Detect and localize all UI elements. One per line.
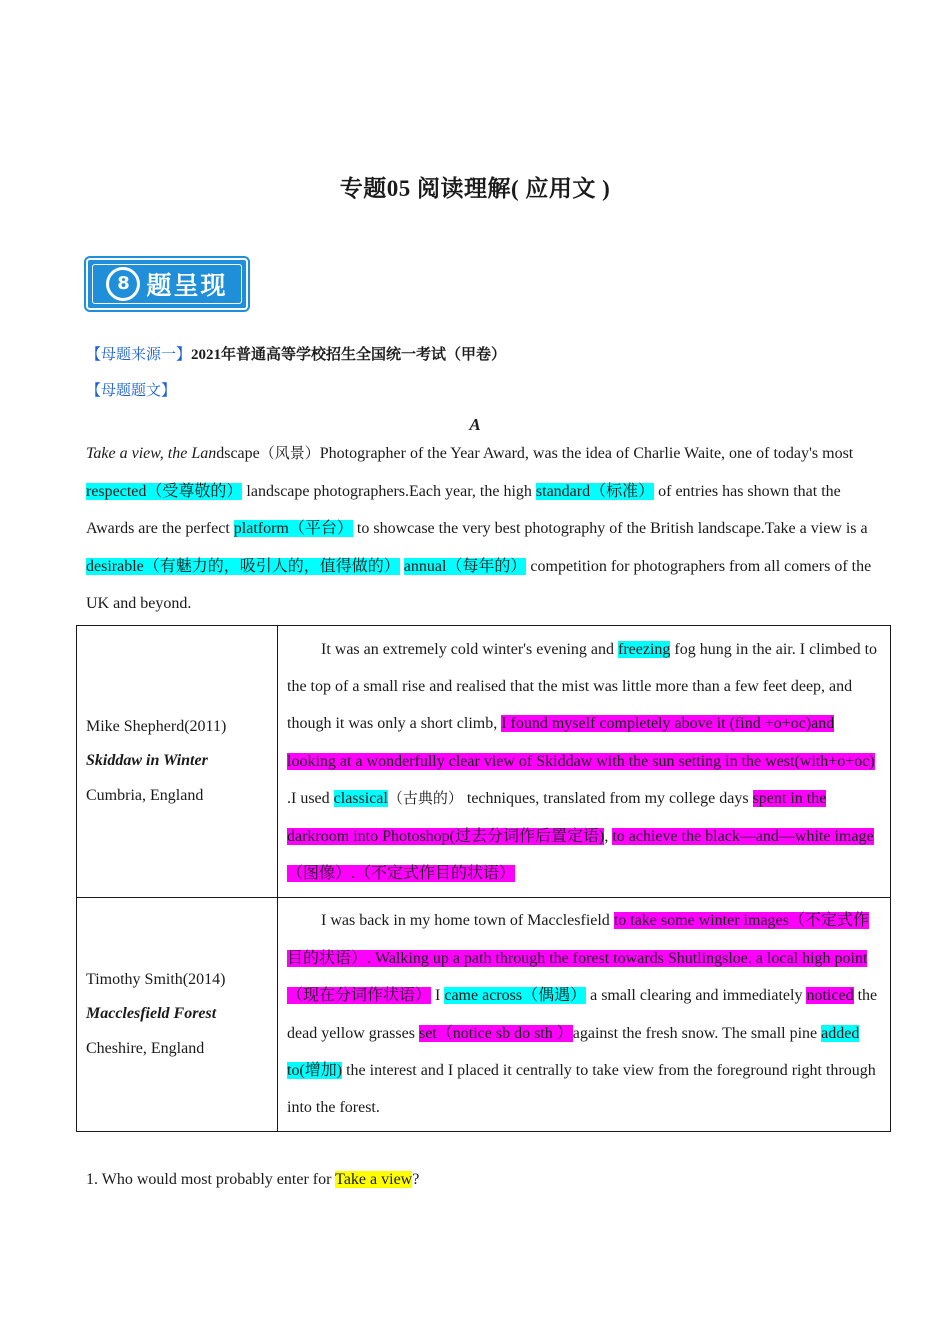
entries-table [76, 625, 891, 1132]
entry-text: （古典的） [387, 789, 463, 808]
highlight-vocab: desirable（有魅力的，吸引人的，值得做的） [86, 557, 400, 575]
entry-text: , [604, 827, 613, 845]
entry-place: Cheshire, England [86, 1039, 205, 1057]
entry-info [77, 898, 278, 1132]
text-label-line [86, 380, 176, 402]
entry-text: It was an extremely cold winter's evening and [321, 640, 619, 658]
entry-info [77, 626, 278, 898]
intro-text: of entries has shown that the Awards are the perfect [86, 482, 841, 537]
highlight-vocab: classical [333, 790, 388, 808]
entry-text: I [431, 987, 445, 1005]
entry-text: the dead yellow grasses [287, 987, 878, 1042]
entry-text: fog hung in the air. I climbed to the top of a small rise and realised that the mist was little more than a few feet deep, and though it was only a short climb, [287, 640, 878, 733]
entry-description [278, 626, 891, 898]
question-text: ? [412, 1171, 420, 1188]
entry-text: techniques, translated from my college days [462, 790, 753, 808]
intro-italic: Take a view, the Lan [86, 445, 217, 462]
intro-text: to showcase the very best photography of the British landscape.Take a view is a [352, 520, 868, 537]
entry-work: Skiddaw in Winter [86, 752, 208, 770]
highlight-vocab: annual（每年的） [403, 557, 527, 575]
table-row [77, 898, 891, 1132]
intro-text: competition for photographers from all comers of the UK and beyond. [86, 557, 872, 612]
highlight-grammar: to achieve the black—and—white image（图像）.（不定式作目的状语） [287, 827, 874, 883]
highlight-vocab: platform（平台） [233, 520, 353, 537]
highlight-grammar: noticed [806, 987, 854, 1005]
section-badge [86, 258, 248, 310]
badge-text: 题呈现 [146, 271, 228, 300]
question-1 [86, 1168, 419, 1192]
table-row [77, 626, 891, 898]
entry-text: I was back in my home town of Macclesfield [321, 912, 614, 930]
highlight-vocab: respected（受尊敬的） [86, 482, 243, 500]
intro-text: Photographer of the Year Award, was the idea of Charlie Waite, one of today's most [319, 445, 854, 462]
entry-author: Mike Shepherd(2011) [86, 717, 227, 735]
highlight-vocab: added to(增加) [287, 1024, 860, 1079]
highlight-grammar: set（notice sb do sth ） [418, 1024, 573, 1042]
entry-description [278, 898, 891, 1132]
highlight-vocab: standard（标准） [535, 482, 655, 500]
highlight-grammar: spent in the darkroom into Photoshop(过去分词作后置定语) [287, 790, 827, 845]
badge-number-icon: 8 [106, 267, 140, 301]
source-line [86, 344, 506, 366]
entry-place: Cumbria, England [86, 786, 204, 804]
intro-paragraph [86, 435, 876, 623]
highlight-vocab: came across（偶遇） [444, 987, 587, 1005]
highlight-vocab: freezing [618, 640, 671, 658]
intro-text: landscape photographers.Each year, the high [242, 482, 536, 500]
question-text: 1. Who would most probably enter for [86, 1171, 336, 1188]
entry-author: Timothy Smith(2014) [86, 970, 226, 988]
entry-text: against the fresh snow. The small pine [572, 1024, 822, 1042]
page-title: 专题05 阅读理解( 应用文 ) [339, 176, 611, 201]
entry-work: Macclesfield Forest [86, 1005, 217, 1023]
highlight-question: Take a view [335, 1171, 413, 1188]
highlight-grammar: to take some winter images（不定式作目的状语）. Walking up a path through the forest towards Shutlingsloe. a local high point（现在分词作状语） [287, 912, 869, 1005]
highlight-grammar: I found myself completely above it (find +o+oc)and looking at a wonderfully clear view of Skiddaw with the sun setting in the west(with+o+oc) [287, 715, 875, 770]
intro-text: dscape [216, 445, 260, 462]
intro-text: （风景） [259, 444, 320, 462]
exam-name: 2021年普通高等学校招生全国统一考试（甲卷） [191, 347, 507, 363]
source-label: 【母题来源一】 [86, 347, 192, 363]
entry-text: a small clearing and immediately [586, 987, 807, 1005]
section-letter: A [469, 415, 481, 434]
entry-text: .I used [287, 790, 334, 808]
entry-text: the interest and I placed it centrally to take view from the foreground right through into the forest. [287, 1061, 876, 1117]
text-label: 【母题题文】 [86, 383, 177, 399]
